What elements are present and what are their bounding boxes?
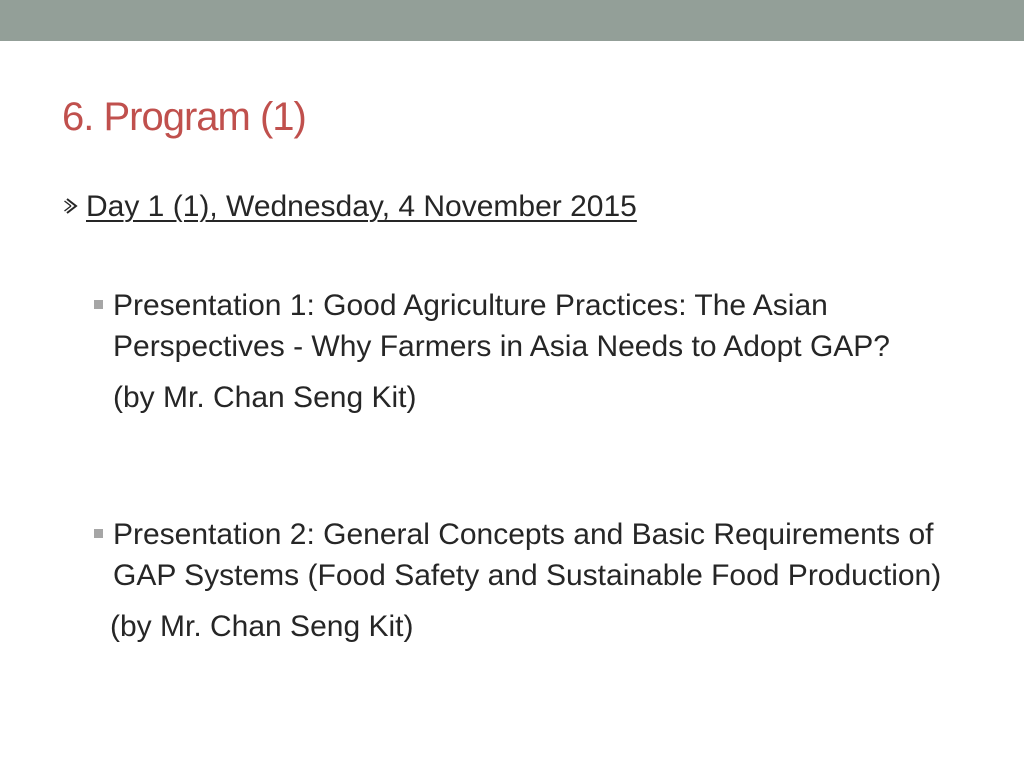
top-accent-bar — [0, 0, 1024, 41]
day-heading: Day 1 (1), Wednesday, 4 November 2015 — [86, 190, 637, 223]
square-bullet-icon — [94, 529, 103, 538]
square-bullet-icon — [94, 300, 103, 309]
presentation-title: Presentation 1: Good Agriculture Practices: The Asian Perspectives - Why Farmers in Asia Needs to Adopt GAP? — [113, 289, 890, 363]
presentation-item — [110, 514, 983, 647]
presentation-title: Presentation 2: General Concepts and Basic Requirements of GAP Systems (Food Safety and Sustainable Food Production) — [113, 518, 942, 592]
presenter-name: (by Mr. Chan Seng Kit) — [113, 381, 417, 414]
arrow-bullet-icon — [62, 196, 82, 216]
presenter-name: (by Mr. Chan Seng Kit) — [110, 610, 414, 643]
slide-title: 6. Program (1) — [62, 95, 306, 139]
presentation-item — [113, 285, 983, 418]
